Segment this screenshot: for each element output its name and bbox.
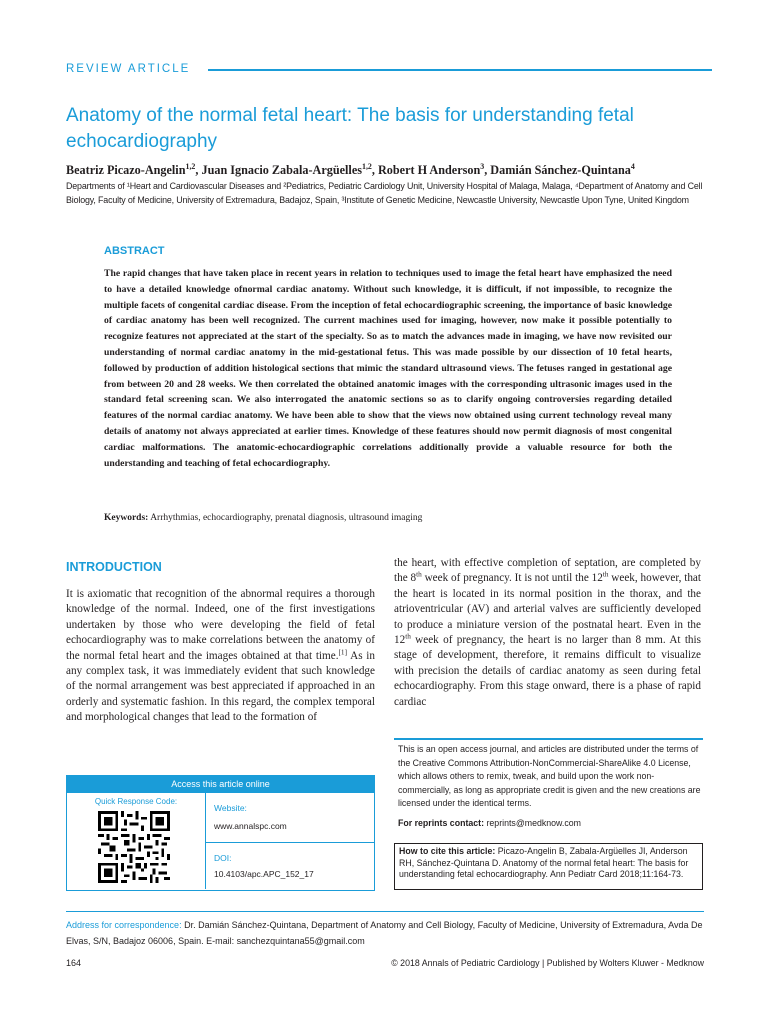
- license-text: This is an open access journal, and articles are distributed under the terms of the Creative Commons Attribution-NonCommercial-ShareAlike 4.0 License, which allows others to remix, tweak, and build upon the work non-commercially, as long as appropriate credit is given and the new creations are licensed under the identical terms.: [398, 744, 701, 809]
- doi-link[interactable]: 10.4103/apc.APC_152_17: [214, 869, 314, 879]
- keywords: [104, 513, 672, 523]
- abstract-body: The rapid changes that have taken place in recent years in relation to techniques used to image the fetal heart have emphasized the need to have a detailed knowledge ofnormal cardiac anatomy. Without such knowledge, it is difficult, if not impossible, to recognize the multiple facets of congenital cardiac disease. From the inception of fetal echocardiographic screening, the importance of basic knowledge of cardiac anatomy has been well recognized. The current machines used for imaging, however, now make it possible potentially to recognize features not appreciated at the start of the specialty. So as to match the advances made in imaging, we have now revisited our understanding of normal cardiac anatomy in the mid-gestational fetus. This was made possible by our dissection of 10 fetal hearts, followed by production of addition histological sections that mimic the standard ultrasound views. The fetuses ranged in gestational age from between 20 and 28 weeks. We then correlated the obtained anatomic images with the corresponding ultrasonic images used in the standard fetal screening scan. We also interrogated the anatomic sections so as to clarify ongoing controversies regarding detailed features of the normal cardiac anatomy. We have been able to show that the views now obtained using current technology reveal many details of anatomy not always appreciated at earlier times. Knowledge of these features should now permit diagnosis of most congenital cardiac malformations. The anatomic-echocardiographic correlations additionally provide a valuable resource for both the understanding and teaching of fetal echocardiography.: [104, 268, 672, 469]
- author-name: Beatriz Picazo-Angelin: [66, 163, 186, 177]
- ordinal-suffix: th: [405, 632, 411, 641]
- reprints-email[interactable]: reprints@medknow.com: [486, 818, 581, 828]
- article-title: Anatomy of the normal fetal heart: The basis for understanding fetal echocardiography: [66, 105, 634, 152]
- citation-box: [394, 843, 703, 890]
- introduction-right-column: [394, 556, 701, 710]
- correspondence-label: Address for correspondence:: [66, 920, 182, 930]
- correspondence-address: [66, 918, 706, 949]
- ordinal-suffix: th: [416, 570, 422, 579]
- citation-text: Picazo-Angelin B, Zabala-Argüelles JI, Anderson RH, Sánchez-Quintana D. Anatomy of the normal fetal heart: The basis for understanding fetal echocardiography. Ann Pediatr Card 2018;11:164-73.: [399, 846, 689, 880]
- keywords-list: Arrhythmias, echocardiography, prenatal diagnosis, ultrasound imaging: [150, 513, 423, 523]
- license-rule: [394, 738, 703, 740]
- reprints-label: For reprints contact:: [398, 818, 485, 828]
- author-list: Beatriz Picazo-Angelin$^{1,2}$, Juan Ignacio Zabala-Argüelles$^{1,2}$, Robert H Anderson$^3$, Damián Sánchez-Quintana$^4$: [66, 161, 635, 177]
- page-number: 164: [66, 958, 82, 968]
- section-tag: REVIEW ARTICLE: [66, 63, 191, 75]
- abstract-heading: ABSTRACT: [104, 245, 165, 257]
- citation-reference[interactable]: [1]: [338, 647, 347, 656]
- website-label: Website:: [214, 803, 247, 813]
- reprints-contact: [398, 818, 581, 828]
- author-name: Robert H Anderson: [377, 163, 481, 177]
- intro-text: week of pregnancy, the heart is no larger than 8 mm. At this stage of development, therefore, it remains difficult to visualize with precision the details of cardiac anatomy as seen during fetal echocardiography. From this stage onward, there is a phase of rapid cardiac: [394, 634, 701, 708]
- intro-text: the heart, with effective completion of septation, are completed by the 8: [394, 557, 701, 585]
- qr-code-label: Quick Response Code:: [94, 797, 178, 806]
- access-box-divider: [205, 793, 206, 889]
- intro-text: As in any complex task, it was immediately evident that such knowledge of the normal arrangement was best appreciated if approached in an orderly and systematic fashion. In this regard, the complex temporal and morphological changes that lead to the formation of: [66, 649, 375, 724]
- author-affiliation-mark: 3: [480, 161, 485, 171]
- keywords-label: Keywords:: [104, 513, 149, 523]
- intro-text: week of pregnancy. It is not until the 12: [421, 572, 603, 585]
- author-name: Juan Ignacio Zabala-Argüelles: [201, 163, 362, 177]
- author-affiliation-mark: 4: [630, 161, 635, 171]
- website-link[interactable]: www.annalspc.com: [214, 821, 287, 831]
- section-tag-rule: [208, 69, 712, 71]
- introduction-heading: INTRODUCTION: [66, 560, 162, 574]
- author-name: Damián Sánchez-Quintana: [490, 163, 631, 177]
- affiliations: Departments of ¹Heart and Cardiovascular Diseases and ²Pediatrics, Pediatric Cardiology Unit, University Hospital of Malaga, Malaga, ⁴Department of Anatomy and Cell Biology, Faculty of Medicine, University of Extremadura, Badajoz, Spain, ³Institute of Genetic Medicine, Newcastle University, Newcastle Upon Tyne, United Kingdom: [66, 181, 703, 205]
- correspondence-text: Dr. Damián Sánchez-Quintana, Department of Anatomy and Cell Biology, Faculty of Medicine, University of Extremadura, Avda De Elvas, S/N, Badajoz 06006, Spain. E-mail: sanchezquintana55@gmail.com: [66, 920, 703, 946]
- intro-text: It is axiomatic that recognition of the abnormal requires a thorough knowledge of the normal. Indeed, one of the first investigations undertaken by those who were developing the field of fetal echocardiography was to make correlations between the anatomy of the normal fetal heart and the images obtained at that time.: [66, 588, 375, 662]
- copyright-notice: © 2018 Annals of Pediatric Cardiology | Published by Wolters Kluwer - Medknow: [391, 958, 704, 968]
- doi-label: DOI:: [214, 853, 232, 863]
- access-article-title: Access this article online: [66, 775, 375, 793]
- citation-label: How to cite this article:: [399, 846, 496, 856]
- qr-code-icon[interactable]: [98, 811, 170, 883]
- footer-rule: [66, 911, 704, 912]
- author-affiliation-mark: 1,2: [185, 161, 196, 171]
- author-affiliation-mark: 1,2: [361, 161, 372, 171]
- introduction-left-column: [66, 587, 375, 726]
- ordinal-suffix: th: [602, 570, 609, 579]
- intro-text: week, however, that the heart is located in its normal position in the thorax, and the atrioventricular (AV) and arterial valves are sufficiently developed to produce a miniature version of the postnatal heart. Even in the 12: [394, 572, 702, 647]
- access-box-divider: [206, 842, 374, 843]
